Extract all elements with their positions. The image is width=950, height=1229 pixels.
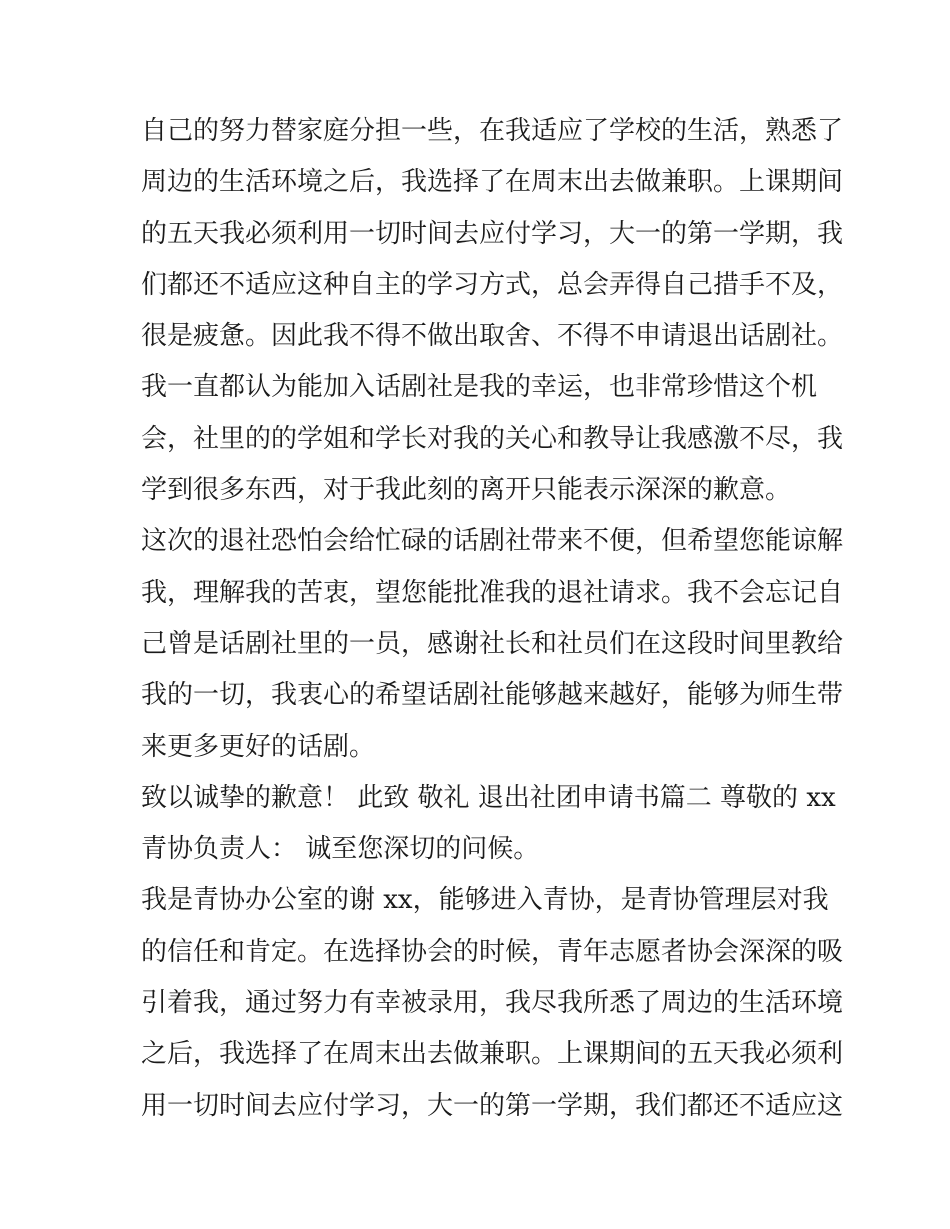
text-line: 学到很多东西，对于我此刻的离开只能表示深深的歉意。 [141,475,792,506]
text-line: 青协负责人： 诚至您深切的问候。 [141,834,540,865]
text-line: 的五天我必须利用一切时间去应付学习，大一的第一学期，我 [141,218,844,249]
text-line: 我，理解我的苦衷，望您能批准我的退社请求。我不会忘记自 [141,577,844,608]
text-line: 引着我，通过努力有幸被录用，我尽我所悉了周边的生活环境 [141,988,844,1019]
text-line: 己曾是话剧社里的一员，感谢社长和社员们在这段时间里教给 [141,628,844,659]
text-line: 我是青协办公室的谢 xx，能够进入青协，是青协管理层对我 [141,885,829,916]
text-line: 自己的努力替家庭分担一些，在我适应了学校的生活，熟悉了 [141,116,844,146]
text-line: 用一切时间去应付学习，大一的第一学期，我们都还不适应这 [141,1090,844,1121]
text-line: 来更多更好的话剧。 [141,731,376,762]
text-line: 的信任和肯定。在选择协会的时候，青年志愿者协会深深的吸 [141,936,844,967]
text-line: 这次的退社恐怕会给忙碌的话剧社带来不便，但希望您能谅解 [141,526,844,557]
document-body [141,106,844,1132]
text-line: 我的一切，我衷心的希望话剧社能够越来越好，能够为师生带 [141,680,844,711]
text-line: 会，社里的的学姐和学长对我的关心和教导让我感激不尽，我 [141,423,844,454]
text-line: 之后，我选择了在周末出去做兼职。上课期间的五天我必须利 [141,1039,844,1070]
text-line: 周边的生活环境之后，我选择了在周末出去做兼职。上课期间 [141,167,844,198]
text-line: 我一直都认为能加入话剧社是我的幸运，也非常珍惜这个机 [141,372,818,403]
text-line: 很是疲惫。因此我不得不做出取舍、不得不申请退出话剧社。 [141,321,844,352]
text-line: 致以诚挚的歉意！ 此致 敬礼 退出社团申请书篇二 尊敬的 xx [141,782,836,813]
text-line: 们都还不适应这种自主的学习方式，总会弄得自己措手不及， [141,269,844,300]
